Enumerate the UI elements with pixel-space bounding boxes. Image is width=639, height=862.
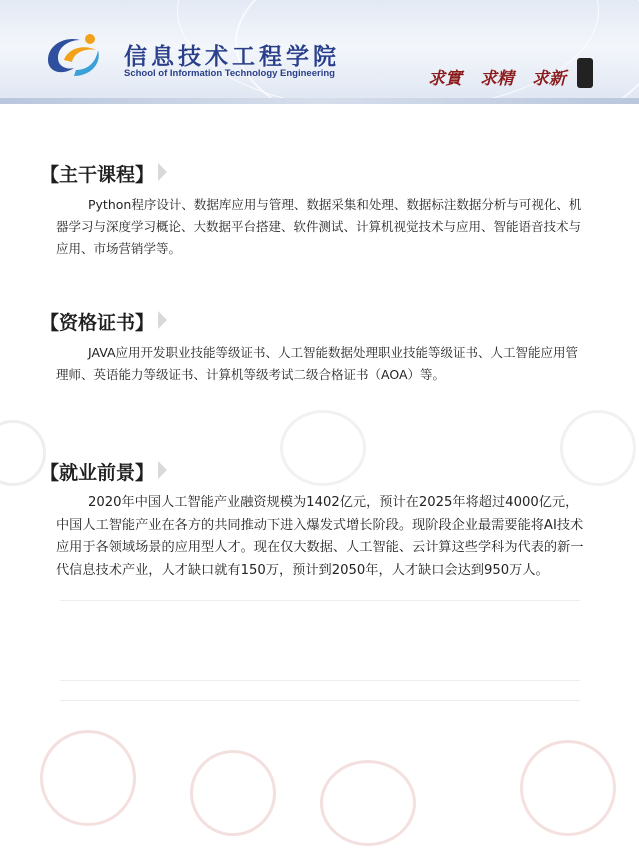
section-paragraph: JAVA应用开发职业技能等级证书、人工智能数据处理职业技能等级证书、人工智能应用管理师、英语能力等级证书、计算机等级考试二级合格证书（AOA）等。 <box>56 345 579 382</box>
watermark-seal <box>280 410 366 486</box>
watermark-line <box>60 680 580 681</box>
section-heading <box>40 160 154 187</box>
watermark-seal <box>190 750 276 836</box>
seal-stamp-icon <box>577 58 593 88</box>
section-main-courses <box>40 160 154 187</box>
watermark-line <box>60 600 580 601</box>
motto <box>428 64 578 89</box>
watermark-seal <box>40 730 136 826</box>
heading-arrow-icon <box>158 163 167 181</box>
watermark-line <box>60 700 580 701</box>
motto-item: 求精 <box>479 69 514 89</box>
heading-arrow-icon <box>158 461 167 479</box>
page-header <box>0 0 639 104</box>
section-career-outlook <box>40 458 154 485</box>
watermark-seal <box>320 760 416 846</box>
section-heading-text: 【资格证书】 <box>40 312 155 334</box>
school-name-cn: 信息技术工程学院 <box>124 43 340 70</box>
section-certificates <box>40 308 154 335</box>
watermark-seal <box>520 740 616 836</box>
section-paragraph: Python程序设计、数据库应用与管理、数据采集和处理、数据标注数据分析与可视化、机器学习与深度学习概论、大数据平台搭建、软件测试、计算机视觉技术与应用、智能语音技术与应用、市场营销学等。 <box>56 197 582 256</box>
section-heading-text: 【就业前景】 <box>40 462 155 484</box>
school-logo-icon <box>44 30 106 82</box>
watermark-seal <box>560 410 636 486</box>
school-name-en: School of Information Technology Engineering <box>124 68 335 79</box>
section-heading <box>40 458 154 485</box>
motto-item: 求實 <box>428 69 462 89</box>
section-heading <box>40 308 154 335</box>
motto-item: 求新 <box>531 69 566 89</box>
section-paragraph: 2020年中国人工智能产业融资规模为1402亿元，预计在2025年将超过4000亿元，中国人工智能产业在各方的共同推动下进入爆发式增长阶段。现阶段企业最需要能将AI技术应用于各领域场景的应用型人才。现在仅大数据、人工智能、云计算这些学科为代表的新一代信息技术产业，人才缺口就有150万，预计到2050年，人才缺口会达到950万人。 <box>56 495 584 578</box>
heading-arrow-icon <box>158 311 167 329</box>
section-heading-text: 【主干课程】 <box>40 164 155 186</box>
header-divider <box>0 98 639 104</box>
